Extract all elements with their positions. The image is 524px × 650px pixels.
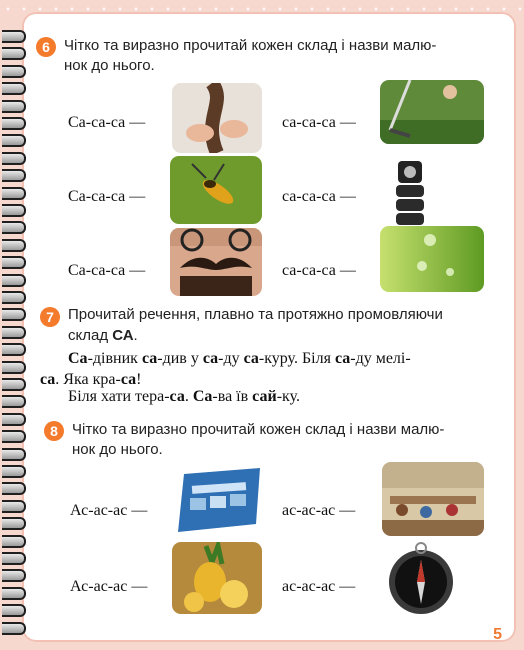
spiral-coil — [2, 587, 26, 600]
spiral-coil — [2, 569, 26, 582]
compass-icon — [384, 542, 458, 616]
spiral-coil — [2, 65, 26, 78]
spiral-coil — [2, 500, 26, 513]
spiral-coil — [2, 256, 26, 269]
spiral-coil — [2, 117, 26, 130]
syllable-label: са-са-са — — [282, 114, 356, 131]
syllable-label: са-са-са — — [282, 262, 356, 279]
spiral-coil — [2, 430, 26, 443]
syllable-label: Ас-ас-ас — — [70, 502, 148, 519]
spiral-coil — [2, 134, 26, 147]
spiral-coil — [2, 30, 26, 43]
spiral-coil — [2, 622, 26, 635]
top-decoration — [0, 0, 524, 12]
syllable-label: Са-са-са — — [68, 262, 146, 279]
classroom-icon — [382, 462, 484, 536]
task-number: 8 — [44, 421, 64, 441]
spiral-coil — [2, 326, 26, 339]
spiral-coil — [2, 239, 26, 252]
syllable-label: Са-са-са — — [68, 188, 146, 205]
braid-icon — [172, 83, 262, 153]
spiral-coil — [2, 378, 26, 391]
spiral-coil — [2, 395, 26, 408]
task-instruction: нок до нього. — [64, 57, 155, 74]
sentence-line-3: Біля хати тера-са. Са-ва їв сай-ку. — [68, 388, 300, 405]
album-icon — [172, 466, 264, 536]
task-number: 7 — [40, 307, 60, 327]
spiral-coil — [2, 204, 26, 217]
spiral-coil — [2, 308, 26, 321]
syllable-label: Ас-ас-ас — — [70, 578, 148, 595]
tires-icon — [380, 153, 484, 229]
wasp-icon — [170, 156, 262, 224]
spiral-coil — [2, 291, 26, 304]
spiral-coil — [2, 274, 26, 287]
pineapple-icon — [172, 542, 262, 614]
spiral-coil — [2, 152, 26, 165]
trimmer-icon — [380, 80, 484, 144]
spiral-binding — [0, 30, 26, 640]
spiral-coil — [2, 482, 26, 495]
task-number: 6 — [36, 37, 56, 57]
dew-icon — [380, 226, 484, 292]
spiral-coil — [2, 221, 26, 234]
spiral-coil — [2, 187, 26, 200]
spiral-coil — [2, 465, 26, 478]
spiral-coil — [2, 82, 26, 95]
task-instruction: Чітко та виразно прочитай кожен склад і назви малю- — [64, 37, 437, 54]
task-instruction-line2: склад СА. — [68, 327, 138, 344]
syllable-label: са-са-са — — [282, 188, 356, 205]
spiral-coil — [2, 169, 26, 182]
spiral-coil — [2, 517, 26, 530]
sentence-line-1: Са-дівник са-див у са-ду са-куру. Біля са-ду мелі- — [68, 350, 411, 367]
syllable-label: Са-са-са — — [68, 114, 146, 131]
syllable-label: ас-ас-ас — — [282, 502, 356, 519]
spiral-coil — [2, 413, 26, 426]
spiral-coil — [2, 552, 26, 565]
spiral-coil — [2, 361, 26, 374]
task-instruction: нок до нього. — [72, 441, 163, 458]
spiral-coil — [2, 604, 26, 617]
task-instruction: Чітко та виразно прочитай кожен склад і назви малю- — [72, 421, 445, 438]
spiral-coil — [2, 448, 26, 461]
spiral-coil — [2, 343, 26, 356]
mustache-icon — [170, 228, 262, 296]
task-instruction: Прочитай речення, плавно та протяжно промовляючи — [68, 306, 443, 323]
page-number: 5 — [493, 626, 502, 643]
syllable-label: ас-ас-ас — — [282, 578, 356, 595]
sentence-line-2: са. Яка кра-са! — [40, 371, 142, 388]
spiral-coil — [2, 535, 26, 548]
spiral-coil — [2, 47, 26, 60]
spiral-coil — [2, 100, 26, 113]
